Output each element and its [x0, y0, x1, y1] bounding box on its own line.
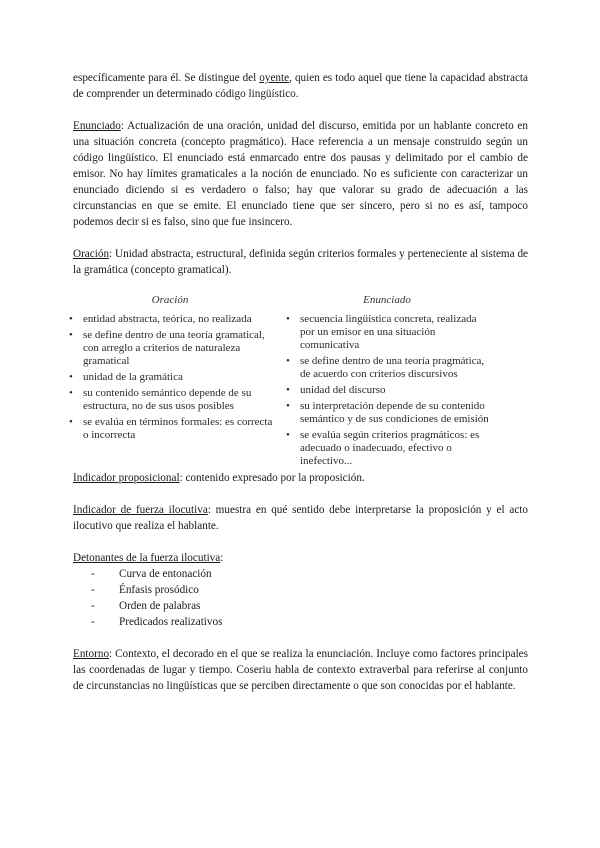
intro-paragraph: específicamente para él. Se distingue del oyente, quien es todo aquel que tiene la capacidad abstracta de comprender un determinado código lingüístico.: [73, 72, 528, 100]
indicador-proposicional-term: Indicador proposicional: [73, 472, 180, 484]
list-item: • su interpretación depende de su contenido semántico y de sus condiciones de emisión: [282, 400, 492, 426]
list-item: - Predicados realizativos: [91, 614, 528, 630]
detonantes-heading: Detonantes de la fuerza ilocutiva:: [73, 552, 224, 564]
list-item: • se define dentro de una teoría pragmática, de acuerdo con criterios discursivos: [282, 355, 492, 381]
list-item: • se evalúa según criterios pragmáticos: es adecuado o inadecuado, efectivo o inefectivo...: [282, 429, 492, 468]
list-item: • se evalúa en términos formales: es correcta o incorrecta: [65, 416, 275, 442]
oracion-term: Oración: [73, 248, 110, 260]
entorno-term: Entorno: [73, 648, 110, 660]
document-page: [73, 70, 528, 694]
oracion-column: [65, 294, 275, 445]
enunciado-column-title: Enunciado: [363, 294, 411, 306]
list-item: - Énfasis prosódico: [91, 582, 528, 598]
oyente-term: oyente: [259, 72, 290, 84]
indicador-proposicional-paragraph: Indicador proposicional: contenido expresado por la proposición.: [73, 472, 365, 484]
list-item: • secuencia lingüística concreta, realizada por un emisor en una situación comunicativa: [282, 313, 492, 352]
list-item: • unidad del discurso: [282, 384, 492, 397]
detonantes-term: Detonantes de la fuerza ilocutiva: [73, 552, 221, 564]
oracion-paragraph: Oración: Unidad abstracta, estructural, definida según criterios formales y perteneciente al sistema de la gramática (concepto gramatical).: [73, 248, 528, 276]
list-item: • su contenido semántico depende de su estructura, no de sus usos posibles: [65, 387, 275, 413]
indicador-fuerza-term: Indicador de fuerza ilocutiva: [73, 504, 208, 516]
enunciado-paragraph: Enunciado: Actualización de una oración, unidad del discurso, emitida por un hablante concreto en una situación concreta (concepto pragmático). Hace referencia a un mensaje construido según un código lingüístico. El enunciado está enmarcado entre dos pausas y delimitado por el cambio de emisor. No hay límites gramaticales a la noción de enunciado. No es suficiente con caracterizar un enunciado diciendo si es verdadero o falso; hay que valorar su grado de adecuación a las circunstancias en que se emite. El enunciado tiene que ser sincero, pero si no es así, tampoco podemos decir si es falso, sino que fue insincero.: [73, 120, 528, 228]
comparison-table: [73, 294, 528, 470]
list-item: - Orden de palabras: [91, 598, 528, 614]
list-item: - Curva de entonación: [91, 566, 528, 582]
list-item: • entidad abstracta, teórica, no realizada: [65, 313, 275, 326]
list-item: • unidad de la gramática: [65, 371, 275, 384]
entorno-paragraph: Entorno: Contexto, el decorado en el que se realiza la enunciación. Incluye como factores principales las coordenadas de lugar y tiempo. Coseriu habla de contexto extraverbal para referirse al conjunto de circunstancias no lingüísticas que se perciben directamente o que son conocidas por el hablante.: [73, 648, 528, 692]
indicador-fuerza-paragraph: Indicador de fuerza ilocutiva: muestra en qué sentido debe interpretarse la proposición y el acto ilocutivo que realiza el hablante.: [73, 504, 528, 532]
enunciado-term: Enunciado: [73, 120, 121, 132]
oracion-column-title: Oración: [151, 294, 189, 306]
list-item: • se define dentro de una teoría gramatical, con arreglo a criterios de naturaleza gramatical: [65, 329, 275, 368]
detonantes-list: [73, 566, 528, 630]
enunciado-column: [282, 294, 492, 471]
